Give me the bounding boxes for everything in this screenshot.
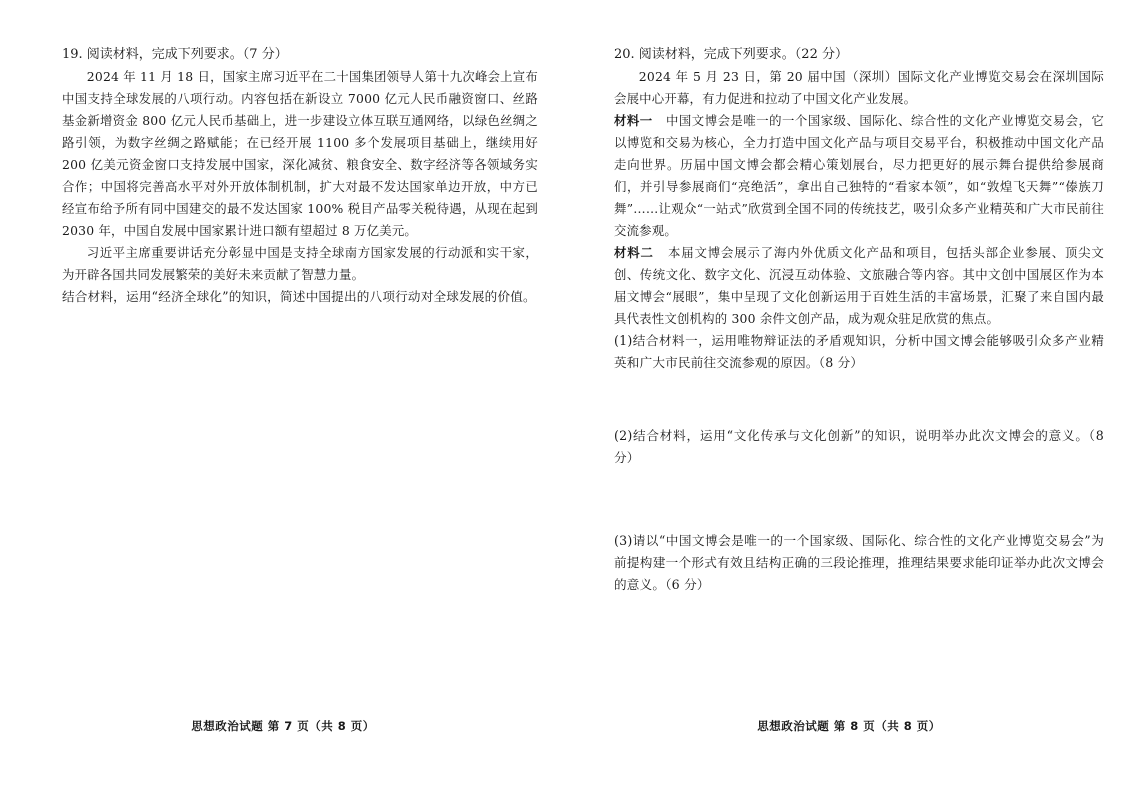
material-two-text: 本届文博会展示了海内外优质文化产品和项目，包括头部企业参展、顶尖文创、传统文化、数字文化、沉浸互动体验、文旅融合等内容。其中文创中国展区作为本届文博会“展眼”，集中呈现了文化创新运用于百姓生活的丰富场景，汇聚了来自国内最具代表性文创机构的 300 余件文创产品，成为观众驻足欣赏的焦点。 [614,245,1104,326]
material-one-text: 中国文博会是唯一的一个国家级、国际化、综合性的文化产业博览交易会，它以博览和交易为核心，全力打造中国文化产品与项目交易平台，积极推动中国文化产品走向世界。历届中国文博会都会精心策划展台，尽力把更好的展示舞台提供给参展商们，并引导参展商们“亮绝活”，拿出自己独特的“看家本领”，如“敦煌飞天舞”“傣族刀舞”……让观众“一站式”欣赏到全国不同的传统技艺，吸引众多产业精英和广大市民前往交流参观。 [614,113,1104,238]
question-19 [62,44,538,308]
exam-page-8 [566,0,1132,800]
question-20-header: 20. 阅读材料，完成下列要求。（22 分） [614,47,848,62]
material-two-label: 材料二 [614,245,654,260]
q20-intro: 2024 年 5 月 23 日，第 20 届中国（深圳）国际文化产业博览交易会在深圳国际会展中心开幕，有力促进和拉动了中国文化产业发展。 [614,69,1104,106]
page-7-footer-text: 思想政治试题 第 7 页（共 8 页） [191,719,375,733]
question-19-header: 19. 阅读材料，完成下列要求。（7 分） [62,47,288,62]
page-8-footer-text: 思想政治试题 第 8 页（共 8 页） [757,719,941,733]
q20-sub-question-1: (1)结合材料一，运用唯物辩证法的矛盾观知识，分析中国文博会能够吸引众多产业精英和广大市民前往交流参观的原因。（8 分） [614,333,1104,370]
material-one-label: 材料一 [614,113,653,128]
q20-material-one [614,110,1104,242]
q19-material-paragraph-1: 2024 年 11 月 18 日，国家主席习近平在二十国集团领导人第十九次峰会上宣布中国支持全球发展的八项行动。内容包括在新设立 7000 亿元人民币融资窗口、丝路基金新增资金 800 亿元人民币基础上，进一步建设立体互联互通网络，以绿色丝绸之路引领，为数字丝绸之路赋能；在已经开展 1100 多个发展项目基础上，继续用好 200 亿美元资金窗口支持发展中国家，深化减贫、粮食安全、数字经济等各领域务实合作；中国将完善高水平对外开放体制机制，扩大对最不发达国家单边开放，中方已经宣布给予所有同中国建交的最不发达国家 100% 税目产品零关税待遇，从现在起到 2030 年，中国自发展中国家累计进口额有望超过 8 万亿美元。 [62,69,538,238]
q20-sub-question-2: (2)结合材料，运用“文化传承与文化创新”的知识，说明举办此次文博会的意义。（8 分） [614,428,1104,465]
q20-material-two [614,242,1104,330]
page-8-footer [566,718,1132,734]
question-20 [614,44,1104,374]
q20-sub-question-3: (3)请以“中国文博会是唯一的一个国家级、国际化、综合性的文化产业博览交易会”为前提构建一个形式有效且结构正确的三段论推理，推理结果要求能印证举办此次文博会的意义。（6 分） [614,533,1104,592]
page-7-footer [0,718,566,734]
q19-material-paragraph-2: 习近平主席重要讲话充分彰显中国是支持全球南方国家发展的行动派和实干家，为开辟各国共同发展繁荣的美好未来贡献了智慧力量。 [62,245,538,282]
q19-task: 结合材料，运用“经济全球化”的知识，简述中国提出的八项行动对全球发展的价值。 [62,289,536,304]
